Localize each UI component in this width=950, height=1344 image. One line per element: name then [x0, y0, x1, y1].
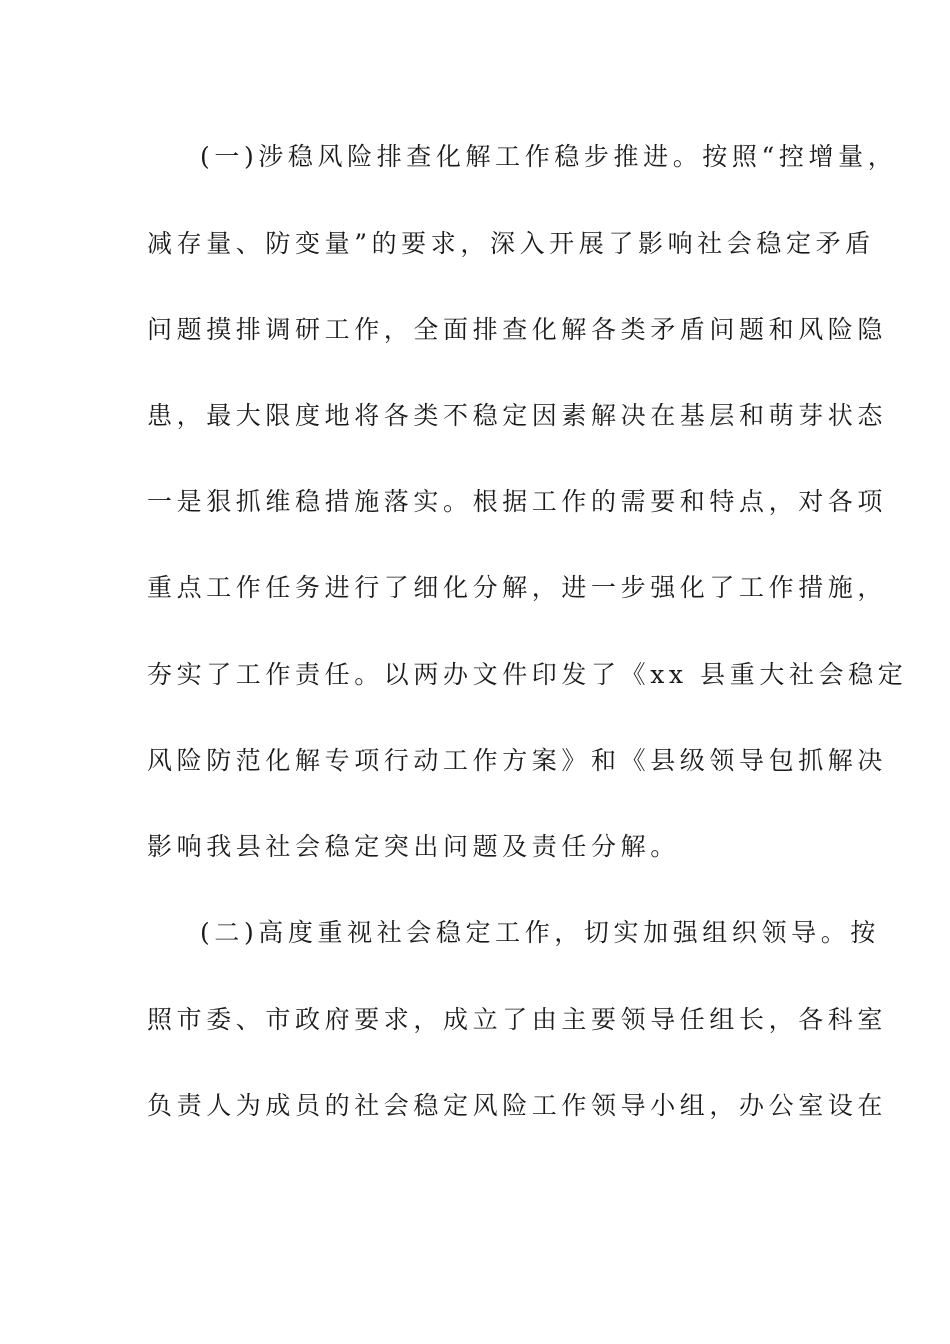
paragraph-1-line-5: 一是狠抓维稳措施落实。根据工作的需要和特点，对各项 [147, 487, 888, 516]
paragraph-1-line-7: 夯实了工作责任。以两办文件印发了《xx 县重大社会稳定 [147, 660, 908, 689]
paragraph-2-line-1: (二)高度重视社会稳定工作，切实加强组织领导。按 [200, 918, 880, 947]
paragraph-1-line-2: 减存量、防变量”的要求，深入开展了影响社会稳定矛盾 [147, 229, 875, 258]
paragraph-1-line-8: 风险防范化解专项行动工作方案》和《县级领导包抓解决 [147, 746, 888, 775]
paragraph-2-line-2: 照市委、市政府要求，成立了由主要领导任组长，各科室 [147, 1005, 888, 1034]
paragraph-1-line-3: 问题摸排调研工作，全面排查化解各类矛盾问题和风险隐 [147, 315, 888, 344]
paragraph-1-line-4: 患，最大限度地将各类不稳定因素解决在基层和萌芽状态 [147, 401, 888, 430]
paragraph-1-line-1: (一)涉稳风险排查化解工作稳步推进。按照“控增量， [200, 142, 898, 171]
paragraph-1-line-9: 影响我县社会稳定突出问题及责任分解。 [147, 832, 680, 861]
paragraph-2-line-3: 负责人为成员的社会稳定风险工作领导小组，办公室设在 [147, 1091, 888, 1120]
paragraph-1-line-6: 重点工作任务进行了细化分解，进一步强化了工作措施， [147, 573, 888, 602]
